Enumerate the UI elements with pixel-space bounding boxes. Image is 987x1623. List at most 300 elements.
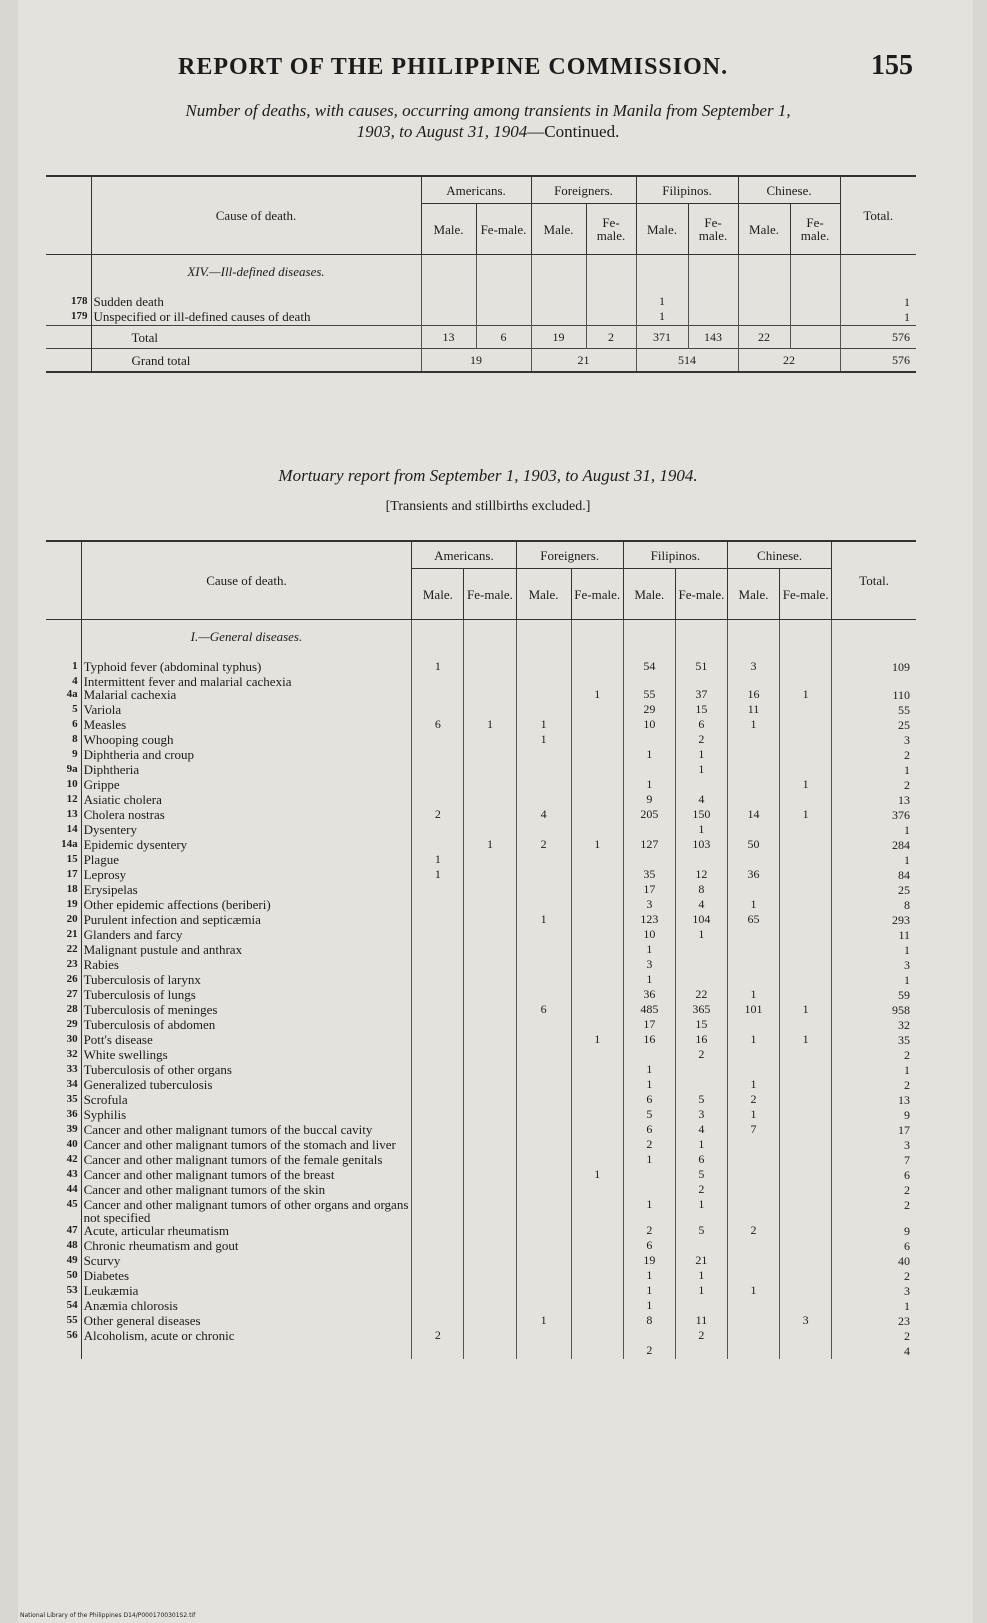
value-cell — [780, 928, 832, 943]
table-row — [46, 793, 916, 808]
section-row — [46, 255, 916, 296]
value-cell — [531, 295, 586, 310]
value-cell — [412, 1108, 464, 1123]
value-cell: 2 — [727, 1093, 779, 1108]
cause-of-death: Diphtheria — [81, 763, 412, 778]
value-cell — [516, 988, 571, 1003]
value-cell — [727, 1018, 779, 1033]
mortuary-report-table — [46, 540, 916, 1359]
value-cell: 1 — [516, 1314, 571, 1329]
group-header: Americans. — [421, 176, 531, 204]
cause-of-death: Epidemic dysentery — [81, 838, 412, 853]
value-cell — [727, 620, 779, 661]
value-cell — [727, 1299, 779, 1314]
cause-of-death: Grippe — [81, 778, 412, 793]
table-row — [46, 1224, 916, 1239]
row-total: 2 — [832, 1329, 916, 1344]
table2-subcaption: [Transients and stillbirths excluded.] — [385, 499, 591, 514]
value-cell: 14 — [727, 808, 779, 823]
value-cell: 19 — [623, 1254, 675, 1269]
table-row — [46, 1063, 916, 1078]
value-cell: 10 — [623, 928, 675, 943]
value-cell: 1 — [623, 1078, 675, 1093]
value-cell — [412, 778, 464, 793]
entry-number: 20 — [66, 913, 78, 925]
group-header: Filipinos. — [636, 176, 738, 204]
value-cell — [412, 1239, 464, 1254]
cause-of-death: Measles — [81, 718, 412, 733]
value-cell — [464, 1048, 516, 1063]
value-cell — [571, 1183, 623, 1198]
value-cell — [412, 688, 464, 703]
entry-number: 34 — [66, 1078, 78, 1090]
value-cell: 3 — [623, 898, 675, 913]
value-cell — [516, 1198, 571, 1224]
value-cell — [412, 1138, 464, 1153]
entry-number: 47 — [66, 1224, 78, 1236]
value-cell: 5 — [623, 1108, 675, 1123]
report-title: REPORT OF THE PHILIPPINE COMMISSION. — [178, 54, 729, 80]
row-total: 376 — [832, 808, 916, 823]
value-cell — [571, 868, 623, 883]
entry-number: 36 — [66, 1108, 78, 1120]
value-cell — [727, 1344, 779, 1359]
table-row — [46, 1198, 916, 1224]
cause-of-death: Rabies — [81, 958, 412, 973]
cause-of-death-header: Cause of death. — [91, 176, 421, 255]
table-row — [46, 1108, 916, 1123]
table-row — [46, 853, 916, 868]
value-cell — [780, 1254, 832, 1269]
table-row — [46, 913, 916, 928]
value-cell: 2 — [623, 1224, 675, 1239]
value-cell — [464, 1018, 516, 1033]
group-header: Chinese. — [727, 541, 831, 569]
value-cell: 1 — [675, 1198, 727, 1224]
value-cell: 36 — [727, 868, 779, 883]
value-cell: 15 — [675, 703, 727, 718]
value-cell: 12 — [675, 868, 727, 883]
section-title: I.—General diseases. — [81, 620, 412, 661]
value-cell — [571, 1138, 623, 1153]
entry-number: 54 — [66, 1299, 78, 1311]
value-cell — [516, 1183, 571, 1198]
value-cell — [464, 1168, 516, 1183]
value-cell — [516, 943, 571, 958]
value-cell — [516, 1254, 571, 1269]
value-cell — [727, 1314, 779, 1329]
row-total: 3 — [832, 1138, 916, 1153]
value-cell — [412, 1254, 464, 1269]
value-cell: 127 — [623, 838, 675, 853]
male-header: Male. — [421, 204, 476, 255]
value-cell — [412, 838, 464, 853]
entry-number: 44 — [66, 1183, 78, 1195]
value-cell — [516, 748, 571, 763]
value-cell: 6 — [412, 718, 464, 733]
section-number-cell — [46, 255, 91, 296]
value-cell — [571, 1108, 623, 1123]
value-cell — [571, 1003, 623, 1018]
female-header: Fe-male. — [688, 204, 738, 255]
value-cell — [727, 1183, 779, 1198]
value-cell: 1 — [623, 1063, 675, 1078]
entry-number: 15 — [66, 853, 78, 865]
value-cell — [571, 1123, 623, 1138]
table2-caption: Mortuary report from September 1, 1903, to August 31, 1904. — [278, 466, 698, 485]
row-total: 1 — [832, 1299, 916, 1314]
value-cell — [571, 898, 623, 913]
value-cell — [464, 1153, 516, 1168]
value-cell — [571, 1048, 623, 1063]
value-cell — [516, 1153, 571, 1168]
value-cell: 3 — [727, 660, 779, 675]
female-header: Fe-male. — [780, 569, 832, 620]
value-cell: 2 — [623, 1344, 675, 1359]
value-cell: 6 — [623, 1239, 675, 1254]
value-cell — [623, 853, 675, 868]
value-cell — [464, 1344, 516, 1359]
table-row — [46, 898, 916, 913]
value-cell — [780, 973, 832, 988]
entry-number — [46, 326, 91, 349]
value-cell — [675, 675, 727, 688]
row-total: 8 — [832, 898, 916, 913]
value-cell: 55 — [623, 688, 675, 703]
value-cell — [790, 326, 840, 349]
table-row — [46, 1168, 916, 1183]
value-cell — [464, 868, 516, 883]
table-row — [46, 1239, 916, 1254]
value-cell: 1 — [636, 310, 688, 326]
cause-of-death: Typhoid fever (abdominal typhus) — [81, 660, 412, 675]
value-cell — [464, 733, 516, 748]
value-cell — [780, 823, 832, 838]
value-cell: 8 — [675, 883, 727, 898]
row-total: 1 — [840, 310, 916, 326]
value-cell — [571, 913, 623, 928]
value-cell — [571, 703, 623, 718]
table-row — [46, 883, 916, 898]
value-cell — [464, 1078, 516, 1093]
cause-of-death: Malignant pustule and anthrax — [81, 943, 412, 958]
table-row — [46, 718, 916, 733]
group-total-cell: 514 — [636, 349, 738, 373]
value-cell — [623, 823, 675, 838]
value-cell: 1 — [675, 748, 727, 763]
cause-of-death: Cancer and other malignant tumors of the stomach and liver — [81, 1138, 412, 1153]
value-cell — [780, 1168, 832, 1183]
value-cell — [464, 748, 516, 763]
table-row — [46, 703, 916, 718]
entry-number: 56 — [66, 1329, 78, 1341]
value-cell — [675, 943, 727, 958]
entry-number: 49 — [66, 1254, 78, 1266]
value-cell — [412, 1168, 464, 1183]
value-cell — [412, 1093, 464, 1108]
value-cell: 3 — [780, 1314, 832, 1329]
value-cell: 1 — [675, 1138, 727, 1153]
value-cell — [516, 1239, 571, 1254]
value-cell: 2 — [412, 1329, 464, 1344]
cause-of-death: Chronic rheumatism and gout — [81, 1239, 412, 1254]
cause-of-death: Tuberculosis of other organs — [81, 1063, 412, 1078]
value-cell — [727, 793, 779, 808]
value-cell — [727, 1329, 779, 1344]
value-cell — [516, 1329, 571, 1344]
value-cell — [675, 778, 727, 793]
value-cell: 1 — [516, 733, 571, 748]
cause-of-death: Scrofula — [81, 1093, 412, 1108]
cause-of-death: Unspecified or ill-defined causes of death — [91, 310, 421, 326]
row-total: 1 — [832, 973, 916, 988]
cause-of-death: Purulent infection and septicæmia — [81, 913, 412, 928]
female-header: Fe-male. — [790, 204, 840, 255]
value-cell — [464, 958, 516, 973]
value-cell — [727, 973, 779, 988]
value-cell: 1 — [571, 838, 623, 853]
entry-number: 178 — [71, 295, 88, 307]
section-row — [46, 620, 916, 661]
value-cell — [412, 1048, 464, 1063]
cause-of-death: Scurvy — [81, 1254, 412, 1269]
table-row — [46, 295, 916, 310]
value-cell — [780, 675, 832, 688]
value-cell — [421, 255, 476, 296]
value-cell — [412, 943, 464, 958]
value-cell — [516, 1344, 571, 1359]
value-cell — [727, 763, 779, 778]
value-cell — [412, 1299, 464, 1314]
cause-of-death: Erysipelas — [81, 883, 412, 898]
table-row — [46, 763, 916, 778]
value-cell — [780, 1183, 832, 1198]
value-cell — [464, 778, 516, 793]
value-cell — [571, 1018, 623, 1033]
value-cell — [571, 988, 623, 1003]
entry-number: 55 — [66, 1314, 78, 1326]
value-cell — [464, 703, 516, 718]
value-cell — [516, 778, 571, 793]
value-cell — [421, 310, 476, 326]
table-row — [46, 1284, 916, 1299]
entry-number: 21 — [66, 928, 78, 940]
value-cell — [464, 1108, 516, 1123]
value-cell: 1 — [623, 748, 675, 763]
section-title: XIV.—Ill-defined diseases. — [91, 255, 421, 296]
value-cell — [464, 808, 516, 823]
value-cell — [464, 1329, 516, 1344]
female-header: Fe-male. — [476, 204, 531, 255]
value-cell: 16 — [727, 688, 779, 703]
value-cell — [516, 823, 571, 838]
value-cell: 5 — [675, 1168, 727, 1183]
value-cell — [738, 295, 790, 310]
value-cell — [727, 1239, 779, 1254]
value-cell — [412, 1153, 464, 1168]
value-cell — [571, 928, 623, 943]
row-total: 6 — [832, 1239, 916, 1254]
cause-of-death: Syphilis — [81, 1108, 412, 1123]
value-cell — [727, 1138, 779, 1153]
value-cell — [780, 838, 832, 853]
entry-number: 14a — [61, 838, 78, 850]
value-cell — [675, 1078, 727, 1093]
value-cell — [516, 763, 571, 778]
cause-of-death: Acute, articular rheumatism — [81, 1224, 412, 1239]
entry-number: 17 — [66, 868, 78, 880]
table-row — [46, 1093, 916, 1108]
value-cell: 22 — [738, 326, 790, 349]
header-row-groups — [46, 541, 916, 569]
table-row — [46, 1269, 916, 1284]
value-cell — [780, 733, 832, 748]
cause-of-death: Alcoholism, acute or chronic — [81, 1329, 412, 1344]
row-total: 1 — [832, 763, 916, 778]
value-cell — [623, 675, 675, 688]
value-cell — [464, 1224, 516, 1239]
cause-of-death: Whooping cough — [81, 733, 412, 748]
value-cell — [464, 1003, 516, 1018]
row-total: 3 — [832, 733, 916, 748]
cause-of-death: Diabetes — [81, 1269, 412, 1284]
value-cell — [675, 973, 727, 988]
value-cell — [412, 958, 464, 973]
value-cell: 2 — [412, 808, 464, 823]
row-total: 13 — [832, 1093, 916, 1108]
value-cell — [571, 1063, 623, 1078]
value-cell — [675, 1344, 727, 1359]
table-row — [46, 823, 916, 838]
value-cell — [727, 778, 779, 793]
value-cell — [623, 1183, 675, 1198]
row-total: 25 — [832, 718, 916, 733]
value-cell: 1 — [516, 913, 571, 928]
entry-number: 23 — [66, 958, 78, 970]
value-cell — [675, 1299, 727, 1314]
table-row — [46, 733, 916, 748]
value-cell — [516, 1284, 571, 1299]
value-cell — [464, 1284, 516, 1299]
value-cell: 6 — [623, 1093, 675, 1108]
value-cell: 4 — [675, 793, 727, 808]
row-total: 2 — [832, 748, 916, 763]
value-cell — [516, 928, 571, 943]
section-number-cell — [46, 620, 81, 661]
value-cell — [412, 1224, 464, 1239]
value-cell: 2 — [586, 326, 636, 349]
cause-of-death: Diphtheria and croup — [81, 748, 412, 763]
value-cell — [780, 1269, 832, 1284]
value-cell — [476, 255, 531, 296]
value-cell — [476, 310, 531, 326]
value-cell: 1 — [623, 1299, 675, 1314]
value-cell — [780, 943, 832, 958]
table1-caption-continued: —Continued. — [527, 122, 620, 141]
value-cell — [571, 823, 623, 838]
row-total: 109 — [832, 660, 916, 675]
row-total: 2 — [832, 1078, 916, 1093]
value-cell — [412, 988, 464, 1003]
row-total: 23 — [832, 1314, 916, 1329]
value-cell — [412, 973, 464, 988]
value-cell — [412, 898, 464, 913]
cause-of-death: Other general diseases — [81, 1314, 412, 1329]
table-row — [46, 1329, 916, 1344]
value-cell: 13 — [421, 326, 476, 349]
value-cell — [727, 675, 779, 688]
row-total: 3 — [832, 1284, 916, 1299]
group-total-cell: 22 — [738, 349, 840, 373]
row-total: 1 — [832, 823, 916, 838]
value-cell — [675, 620, 727, 661]
row-total: 17 — [832, 1123, 916, 1138]
value-cell — [412, 1269, 464, 1284]
cause-of-death: Other epidemic affections (beriberi) — [81, 898, 412, 913]
value-cell — [727, 1198, 779, 1224]
value-cell: 21 — [675, 1254, 727, 1269]
entry-number: 22 — [66, 943, 78, 955]
value-cell — [412, 1063, 464, 1078]
value-cell — [727, 1153, 779, 1168]
transients-deaths-table — [46, 175, 916, 373]
value-cell: 11 — [727, 703, 779, 718]
value-cell — [571, 1269, 623, 1284]
value-cell: 1 — [780, 808, 832, 823]
table-row — [46, 675, 916, 688]
value-cell: 16 — [675, 1033, 727, 1048]
table1-caption — [48, 100, 928, 142]
value-cell — [412, 1314, 464, 1329]
value-cell: 1 — [727, 1284, 779, 1299]
value-cell: 1 — [727, 898, 779, 913]
value-cell — [516, 660, 571, 675]
header-row-groups — [46, 176, 916, 204]
value-cell — [516, 1168, 571, 1183]
group-header: Foreigners. — [531, 176, 636, 204]
table-row — [46, 778, 916, 793]
value-cell — [412, 748, 464, 763]
value-cell — [464, 928, 516, 943]
value-cell — [516, 898, 571, 913]
value-cell: 5 — [675, 1093, 727, 1108]
value-cell — [727, 958, 779, 973]
value-cell — [571, 808, 623, 823]
value-cell: 104 — [675, 913, 727, 928]
value-cell — [571, 1344, 623, 1359]
value-cell — [790, 255, 840, 296]
value-cell — [790, 310, 840, 326]
value-cell — [516, 973, 571, 988]
value-cell: 1 — [727, 1078, 779, 1093]
value-cell — [780, 703, 832, 718]
value-cell — [516, 1123, 571, 1138]
value-cell — [412, 1078, 464, 1093]
value-cell — [780, 1239, 832, 1254]
value-cell — [412, 620, 464, 661]
value-cell — [780, 1123, 832, 1138]
value-cell: 1 — [571, 1168, 623, 1183]
value-cell — [516, 868, 571, 883]
entry-number: 9a — [66, 763, 78, 775]
value-cell — [780, 1153, 832, 1168]
value-cell: 1 — [623, 973, 675, 988]
cause-of-death: Generalized tuberculosis — [81, 1078, 412, 1093]
value-cell: 1 — [780, 778, 832, 793]
value-cell: 2 — [727, 1224, 779, 1239]
value-cell — [412, 928, 464, 943]
row-total: 576 — [840, 349, 916, 373]
